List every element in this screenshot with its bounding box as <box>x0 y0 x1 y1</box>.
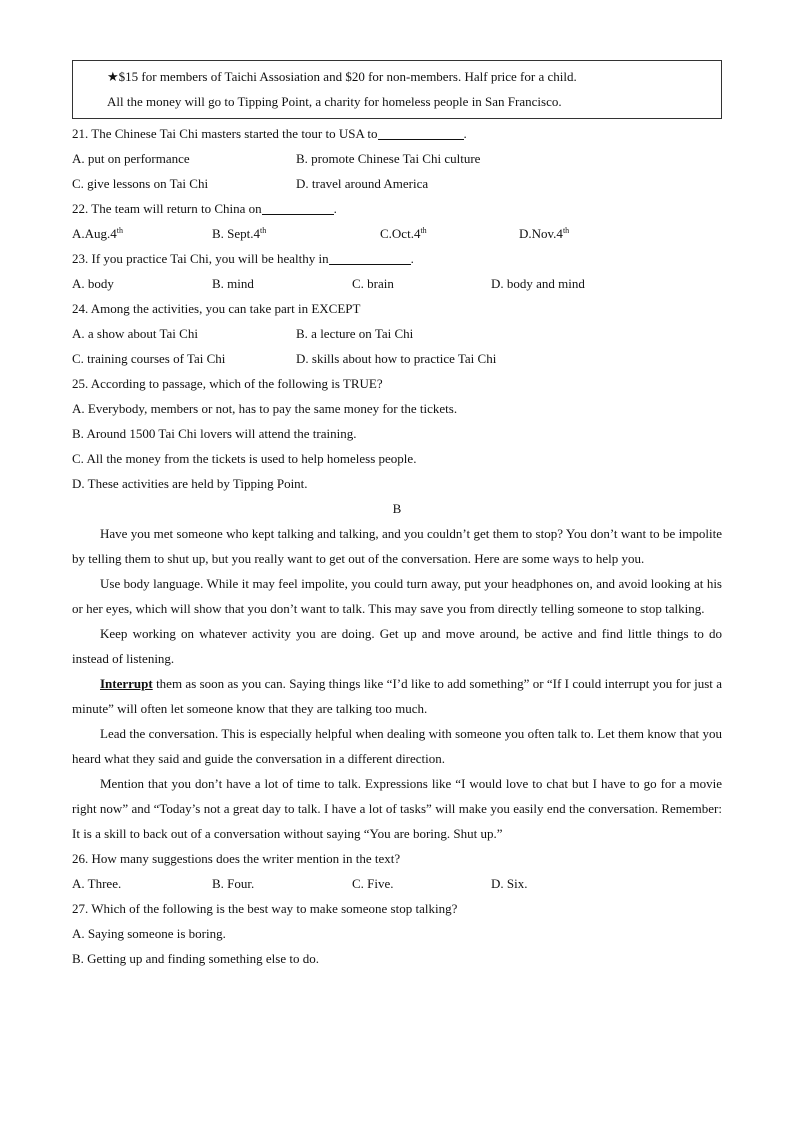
question-23-options <box>72 271 722 296</box>
passage-paragraph-1: Have you met someone who kept talking and talking, and you couldn’t get them to stop? You don’t want to be impolite by telling them to shut up, but you really want to get out of the conversation. Here are some ways to help you. <box>72 526 722 566</box>
option-b[interactable]: B. mind <box>212 276 254 291</box>
option-a-label: A.Aug.4 <box>72 226 117 241</box>
worksheet-page <box>72 60 722 971</box>
question-26-options <box>72 871 722 896</box>
option-d[interactable]: D. travel around America <box>296 176 429 191</box>
option-c[interactable]: C. give lessons on Tai Chi <box>72 176 209 191</box>
section-b-heading: B <box>392 501 402 516</box>
question-26: 26. How many suggestions does the writer mention in the text? <box>72 851 401 866</box>
question-24-options-row-2 <box>72 346 722 371</box>
option-d[interactable]: D. These activities are held by Tipping Point. <box>72 476 308 491</box>
option-b[interactable] <box>212 221 266 246</box>
option-c[interactable]: C. All the money from the tickets is used to help homeless people. <box>72 451 417 466</box>
paragraph-4-text: them as soon as you can. Saying things like “I’d like to add something” or “If I could interrupt you for just a minute” will often let someone know that they are talking too much. <box>72 676 722 716</box>
question-25: 25. According to passage, which of the following is TRUE? <box>72 376 383 391</box>
option-a[interactable]: A. Everybody, members or not, has to pay the same money for the tickets. <box>72 401 458 416</box>
option-a[interactable]: A. put on performance <box>72 151 190 166</box>
option-c[interactable]: C. Five. <box>352 876 394 891</box>
passage-paragraph-5: Lead the conversation. This is especially helpful when dealing with someone you often talk to. Let them know that you heard what they said and guide the conversation in a different direction. <box>72 726 722 766</box>
option-b[interactable]: B. Around 1500 Tai Chi lovers will attend the training. <box>72 426 357 441</box>
question-22 <box>72 196 722 221</box>
ordinal-suffix: th <box>562 226 570 235</box>
question-21-options-row-1 <box>72 146 722 171</box>
option-c[interactable] <box>380 221 427 246</box>
question-24: 24. Among the activities, you can take part in EXCEPT <box>72 301 361 316</box>
passage-paragraph-2: Use body language. While it may feel impolite, you could turn away, put your headphones on, and avoid looking at his or her eyes, which will show that you don’t want to talk. This may save you from directly telling someone to stop talking. <box>72 576 722 616</box>
option-d[interactable]: D. skills about how to practice Tai Chi <box>296 351 497 366</box>
option-a[interactable]: A. Three. <box>72 876 122 891</box>
option-b[interactable]: B. promote Chinese Tai Chi culture <box>296 151 481 166</box>
question-21-stem: 21. The Chinese Tai Chi masters started the tour to USA to <box>72 126 378 141</box>
ordinal-suffix: th <box>260 226 267 235</box>
option-a[interactable] <box>72 221 123 246</box>
option-b[interactable]: B. Getting up and finding something else to do. <box>72 951 319 966</box>
option-d[interactable] <box>519 221 569 246</box>
notice-line-1: ★$15 for members of Taichi Assosiation and $20 for non-members. Half price for a child. <box>107 69 577 84</box>
question-23 <box>72 246 722 271</box>
option-d[interactable]: D. body and mind <box>491 276 585 291</box>
question-27: 27. Which of the following is the best way to make someone stop talking? <box>72 901 458 916</box>
option-c[interactable]: C. brain <box>352 276 394 291</box>
ticket-notice-box <box>72 60 722 119</box>
passage-paragraph-4 <box>72 671 722 721</box>
passage-paragraph-3: Keep working on whatever activity you are doing. Get up and move around, be active and find little things to do instead of listening. <box>72 626 722 666</box>
option-b[interactable]: B. Four. <box>212 876 255 891</box>
notice-line-2: All the money will go to Tipping Point, a charity for homeless people in San Francisco. <box>107 94 562 109</box>
option-a[interactable]: A. body <box>72 276 114 291</box>
answer-blank <box>262 200 334 215</box>
question-21-options-row-2 <box>72 171 722 196</box>
passage-paragraph-6: Mention that you don’t have a lot of time to talk. Expressions like “I would love to chat but I have to go for a movie right now” and “Today’s not a great day to talk. I have a lot of tasks” will make you easily end the conversation. Remember: It is a skill to back out of a conversation without saying “You are boring. Shut up.” <box>72 776 722 841</box>
punctuation: . <box>410 251 414 266</box>
question-22-options <box>72 221 722 246</box>
option-b-label: B. Sept.4 <box>212 226 261 241</box>
punctuation: . <box>463 126 467 141</box>
option-a[interactable]: A. a show about Tai Chi <box>72 326 198 341</box>
question-22-stem: 22. The team will return to China on <box>72 201 262 216</box>
ordinal-suffix: th <box>420 226 427 235</box>
option-a[interactable]: A. Saying someone is boring. <box>72 926 226 941</box>
answer-blank <box>329 250 411 265</box>
question-21 <box>72 121 722 146</box>
option-d-label: D.Nov.4 <box>519 226 563 241</box>
answer-blank <box>378 125 464 140</box>
underlined-word: Interrupt <box>100 676 153 691</box>
option-c-label: C.Oct.4 <box>380 226 421 241</box>
question-24-options-row-1 <box>72 321 722 346</box>
option-d[interactable]: D. Six. <box>491 876 528 891</box>
ordinal-suffix: th <box>116 226 124 235</box>
option-c[interactable]: C. training courses of Tai Chi <box>72 351 226 366</box>
question-23-stem: 23. If you practice Tai Chi, you will be healthy in <box>72 251 329 266</box>
option-b[interactable]: B. a lecture on Tai Chi <box>296 326 414 341</box>
punctuation: . <box>333 201 337 216</box>
